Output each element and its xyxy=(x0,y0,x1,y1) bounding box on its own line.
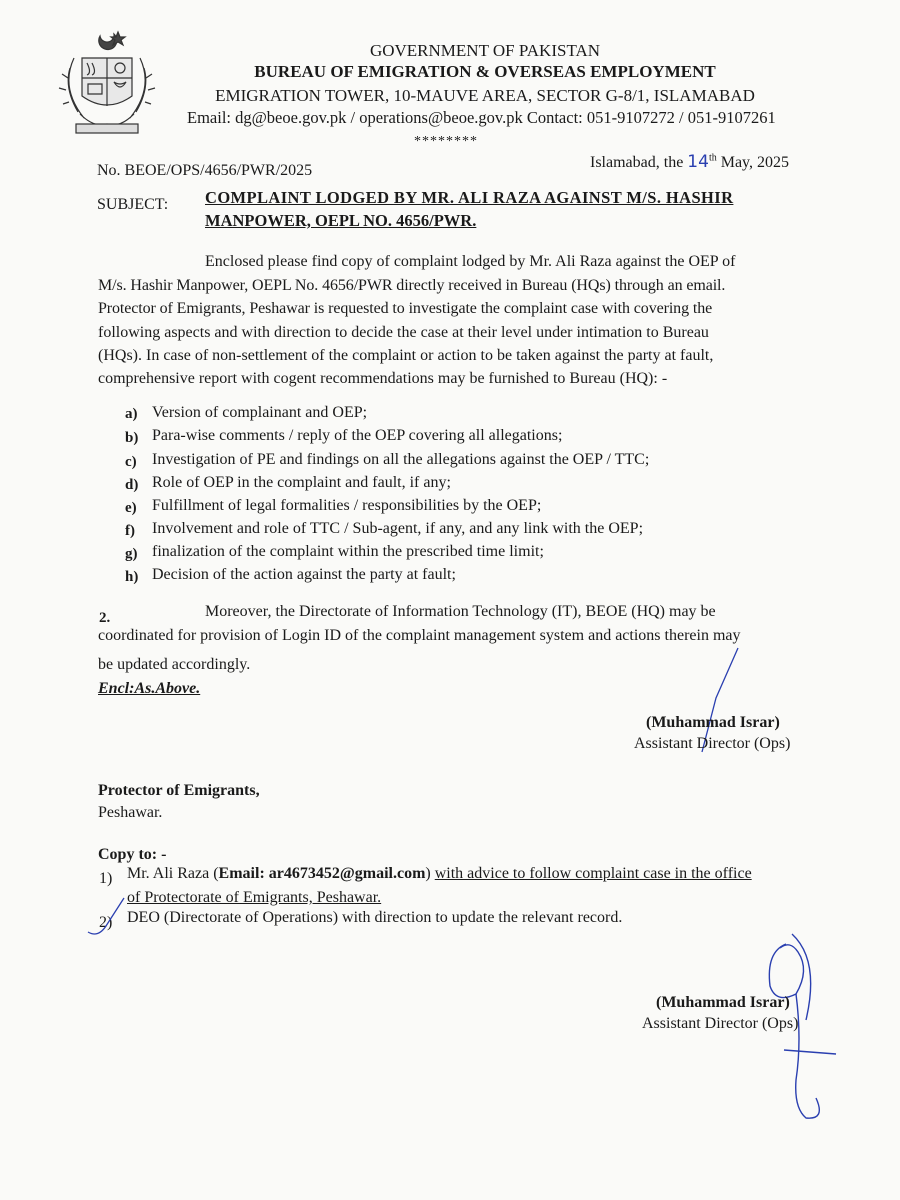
letter-date xyxy=(590,152,789,172)
date-day-handwritten: 14 xyxy=(687,152,709,172)
pen-tick-mark xyxy=(84,892,134,942)
addressee-city: Peshawar. xyxy=(98,804,163,821)
date-suffix-sup: th xyxy=(708,152,717,164)
date-suffix: May, 2025 xyxy=(720,154,790,171)
para1-line: Enclosed please find copy of complaint lodged by Mr. Ali Raza against the OEP of xyxy=(205,253,736,270)
copy-item-number: 1) xyxy=(99,870,113,887)
signatory-name: (Muhammad Israr) xyxy=(646,714,780,731)
list-item: finalization of the complaint within the prescribed time limit; xyxy=(152,543,544,560)
letterhead-bureau: BUREAU OF EMIGRATION & OVERSEAS EMPLOYMENT xyxy=(254,62,716,81)
list-item-label: a) xyxy=(125,406,138,422)
subject-label: SUBJECT: xyxy=(97,196,169,213)
para2-line: be updated accordingly. xyxy=(98,656,251,673)
letterhead-address: EMIGRATION TOWER, 10-MAUVE AREA, SECTOR G-8/1, ISLAMABAD xyxy=(215,86,755,105)
list-item-label: b) xyxy=(125,430,139,446)
list-item-label: f) xyxy=(125,523,135,539)
list-item-label: g) xyxy=(125,546,138,562)
list-item: Version of complainant and OEP; xyxy=(152,404,368,421)
copy-item-1-close: ) xyxy=(425,865,431,882)
copy-item-1-email: Email: ar4673452@gmail.com xyxy=(218,865,426,882)
subject-line-2: MANPOWER, OEPL NO. 4656/PWR. xyxy=(205,211,477,230)
copy-item-1-recipient: Mr. Ali Raza ( xyxy=(127,865,219,882)
para1-line: Protector of Emigrants, Peshawar is requested to investigate the complaint case with covering the xyxy=(98,300,713,317)
para1-line: M/s. Hashir Manpower, OEPL No. 4656/PWR directly received in Bureau (HQs) through an email. xyxy=(98,277,726,294)
copy-item-1 xyxy=(127,865,752,883)
list-item: Fulfillment of legal formalities / responsibilities by the OEP; xyxy=(152,497,542,514)
list-item: Para-wise comments / reply of the OEP covering all allegations; xyxy=(152,427,563,444)
list-item: Investigation of PE and findings on all the allegations against the OEP / TTC; xyxy=(152,451,650,468)
copy-to-heading: Copy to: - xyxy=(98,846,167,863)
signatory-title: Assistant Director (Ops) xyxy=(642,1015,799,1032)
subject-line-1: COMPLAINT LODGED BY MR. ALI RAZA AGAINST M/S. HASHIR xyxy=(205,188,734,207)
copy-item-number: 2) xyxy=(99,914,113,931)
para1-line: comprehensive report with cogent recommendations may be furnished to Bureau (HQ): - xyxy=(98,370,668,387)
list-item: Role of OEP in the complaint and fault, if any; xyxy=(152,474,451,491)
letterhead-separator: ******** xyxy=(414,134,478,149)
reference-number: No. BEOE/OPS/4656/PWR/2025 xyxy=(97,162,313,179)
letterhead-government: GOVERNMENT OF PAKISTAN xyxy=(369,41,601,60)
addressee-name: Protector of Emigrants, xyxy=(98,782,260,799)
enclosure-note: Encl:As.Above. xyxy=(98,680,201,697)
list-item-label: d) xyxy=(125,477,139,493)
copy-item-2: DEO (Directorate of Operations) with direction to update the relevant record. xyxy=(127,909,623,926)
para2-line: coordinated for provision of Login ID of the complaint management system and actions therein may xyxy=(98,627,741,644)
para2-number: 2. xyxy=(99,610,111,626)
signatory-name: (Muhammad Israr) xyxy=(656,994,790,1011)
para2-line: Moreover, the Directorate of Information Technology (IT), BEOE (HQ) may be xyxy=(205,603,716,620)
list-item: Involvement and role of TTC / Sub-agent, if any, and any link with the OEP; xyxy=(152,520,644,537)
list-item-label: h) xyxy=(125,569,139,585)
date-prefix: Islamabad, the xyxy=(590,154,684,171)
para1-line: following aspects and with direction to decide the case at their level under intimation to Bureau xyxy=(98,324,709,341)
pakistan-state-emblem-icon xyxy=(52,28,162,138)
para1-line: (HQs). In case of non-settlement of the complaint or action to be taken against the party at fault, xyxy=(98,347,714,364)
copy-item-1-advice-cont: of Protectorate of Emigrants, Peshawar. xyxy=(127,889,382,906)
list-item: Decision of the action against the party at fault; xyxy=(152,566,456,583)
copy-item-1-advice: with advice to follow complaint case in the office xyxy=(434,865,752,882)
letterhead-contact: Email: dg@beoe.gov.pk / operations@beoe.gov.pk Contact: 051-9107272 / 051-9107261 xyxy=(187,108,776,127)
signatory-title: Assistant Director (Ops) xyxy=(634,735,791,752)
list-item-label: e) xyxy=(125,500,137,516)
list-item-label: c) xyxy=(125,454,137,470)
